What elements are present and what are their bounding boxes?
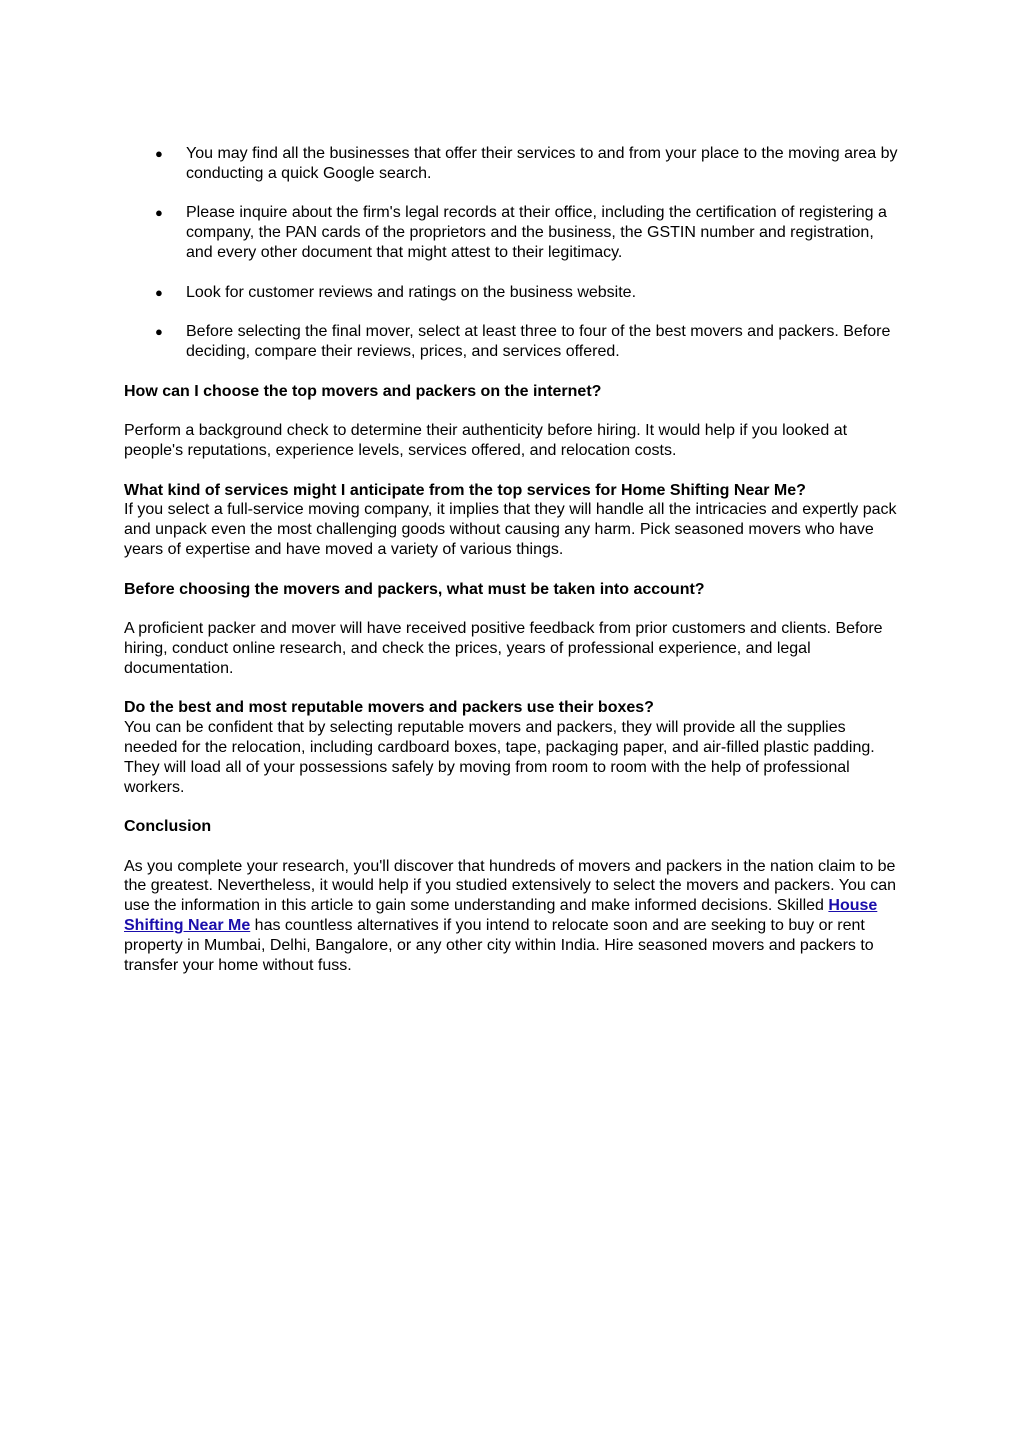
document-page [124, 144, 900, 995]
faq-question-services: What kind of services might I anticipate from the top services for Home Shifting Near Me? [124, 481, 806, 499]
conclusion-heading: Conclusion [124, 818, 212, 836]
list-item [124, 144, 900, 184]
list-item [124, 203, 900, 262]
list-item-text: Before selecting the final mover, select at least three to four of the best movers and packers. Before deciding, compare their reviews, prices, and services offered. [186, 323, 891, 360]
faq-answer-services: If you select a full-service moving company, it implies that they will handle all the intricacies and expertly pack and unpack even the most challenging goods without causing any harm. Pick seasoned movers who have years of expertise and have moved a variety of various things. [124, 501, 897, 558]
conclusion-paragraph [124, 857, 900, 976]
faq-question-considerations: Before choosing the movers and packers, what must be taken into account? [124, 580, 705, 598]
list-item [124, 322, 900, 362]
house-shifting-near-me-link[interactable]: House Shifting Near Me [124, 897, 878, 935]
faq-question-choose-online: How can I choose the top movers and packers on the internet? [124, 382, 602, 400]
bullet-icon: ● [155, 146, 163, 161]
tips-list [124, 144, 900, 362]
list-item-text: You may find all the businesses that offer their services to and from your place to the moving area by conducting a quick Google search. [186, 145, 898, 182]
conclusion-text-after-link: has countless alternatives if you intend to relocate soon and are seeking to buy or rent property in Mumbai, Delhi, Bangalore, or any other city within India. Hire seasoned movers and packers to transfer your home without fuss. [124, 917, 874, 974]
bullet-icon: ● [155, 205, 163, 221]
faq-answer-boxes: You can be confident that by selecting reputable movers and packers, they will provide all the supplies needed for the relocation, including cardboard boxes, tape, packaging paper, and air-filled plastic padding. They will load all of your possessions safely by moving from room to room with the help of professional workers. [124, 719, 875, 796]
bullet-icon: ● [155, 284, 163, 300]
list-item [124, 283, 900, 303]
faq-answer-choose-online: Perform a background check to determine their authenticity before hiring. It would help if you looked at people's reputations, experience levels, services offered, and relocation costs. [124, 422, 848, 459]
list-item-text: Look for customer reviews and ratings on the business website. [186, 283, 637, 301]
faq-question-boxes: Do the best and most reputable movers and packers use their boxes? [124, 699, 654, 717]
conclusion-text-before-link: As you complete your research, you'll discover that hundreds of movers and packers in the nation claim to be the greatest. Nevertheless, it would help if you studied extensively to select the movers and packers. You can use the information in this article to gain some understanding and make informed decisions. Skilled [124, 857, 896, 915]
faq-answer-considerations: A proficient packer and mover will have received positive feedback from prior customers and clients. Before hiring, conduct online research, and check the prices, years of professional experience, and legal documentation. [124, 620, 883, 677]
bullet-icon: ● [155, 324, 163, 340]
list-item-text: Please inquire about the firm's legal records at their office, including the certification of registering a company, the PAN cards of the proprietors and the business, the GSTIN number and registration, and every other document that might attest to their legitimacy. [186, 204, 887, 261]
